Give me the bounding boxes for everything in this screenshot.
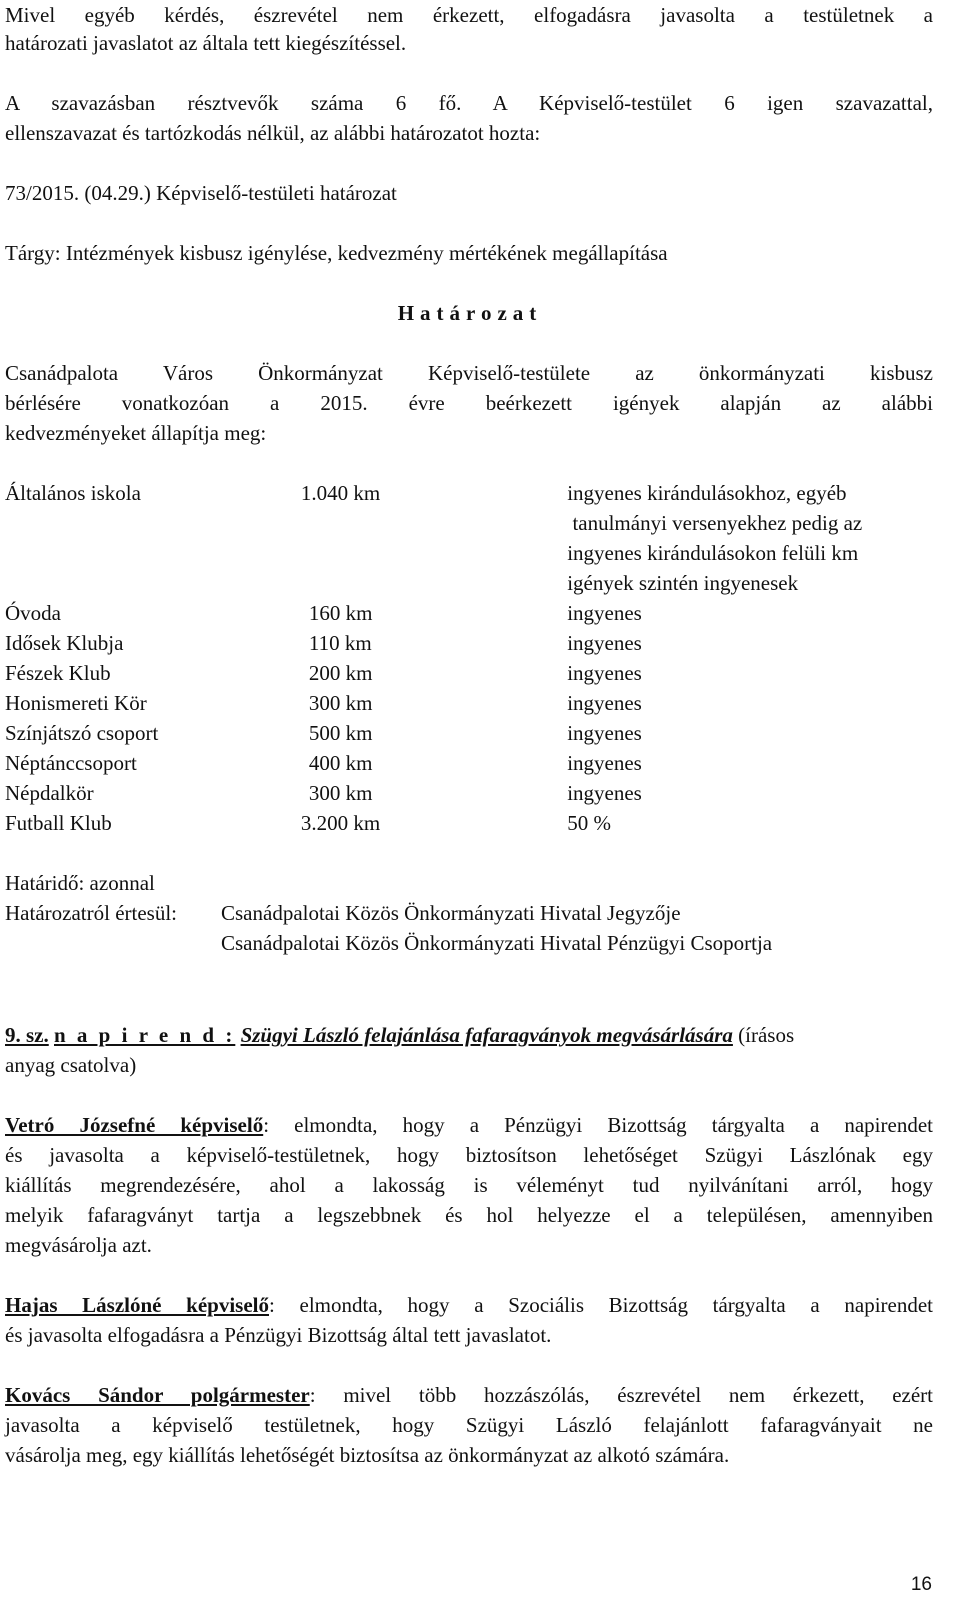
discount-cell [567,718,935,748]
allocation-row [5,598,935,628]
speech-1-line-2: és javasolta a képviselő-testületnek, hogy biztosítson lehetőséget Szügyi Lászlónak egy [5,1143,933,1167]
discount-cell [567,628,935,658]
agenda-item-heading [5,1020,794,1050]
discount-line: ingyenes [567,631,642,655]
discount-line: ingyenes [567,781,642,805]
intro-paragraph-1-line-1: Mivel egyéb kérdés, észrevétel nem érkezett, elfogadásra javasolta a testületnek a [5,3,933,27]
institution-name: Óvoda [5,601,61,625]
discount-line: ingyenes [567,661,642,685]
discount-line: ingyenes kirándulásokon felüli km [567,541,859,565]
speech-1-line-3: kiállítás megrendezésére, ahol a lakosság is véleményt tud nyilvánítani arról, hogy [5,1173,933,1197]
discount-line: ingyenes [567,721,642,745]
notify-recipient-2: Csanádpalotai Közös Önkormányzati Hivatal Pénzügyi Csoportja [221,931,773,955]
discount-cell [567,658,935,688]
allocation-row [5,718,935,748]
discount-line: ingyenes [567,601,642,625]
distance-km: 500 km [308,721,373,745]
institution-name: Futball Klub [5,811,112,835]
institution-name: Fészek Klub [5,661,111,685]
notify-label: Határozatról értesül: [5,901,177,925]
allocation-row [5,658,935,688]
distance-km: 200 km [308,661,373,685]
decision-line-2: bérlésére vonatkozóan a 2015. évre beérkezett igények alapján az alábbi [5,391,933,415]
page-number: 16 [910,1574,932,1595]
institution-name: Idősek Klubja [5,631,124,655]
distance-km: 400 km [308,751,373,775]
resolution-number: 73/2015. (04.29.) Képviselő-testületi határozat [5,181,397,205]
discount-line: igények szintén ingyenesek [567,571,799,595]
agenda-note-b: anyag csatolva) [5,1053,137,1077]
decision-line-1: Csanádpalota Város Önkormányzat Képviselő-testülete az önkormányzati kisbusz [5,361,933,385]
speech-1-text-1: : elmondta, hogy a Pénzügyi Bizottság tárgyalta a napirendet [263,1113,933,1137]
speech-1-line-4: melyik fafaragványt tartja a legszebbnek és hol helyezze el a településen, amennyiben [5,1203,933,1227]
speech-1-line-5: megvásárolja azt. [5,1233,152,1257]
speech-3-line-2: javasolta a képviselő testületnek, hogy Szügyi László felajánlott fafaragványait ne [5,1413,933,1437]
institution-name: Honismereti Kör [5,691,147,715]
discount-cell [567,688,935,718]
allocation-table [5,478,935,838]
agenda-title: Szügyi László felajánlása fafaragványok megvásárlására [240,1023,733,1047]
intro-paragraph-2-line-2: ellenszavazat és tartózkodás nélkül, az alábbi határozatot hozta: [5,121,541,145]
speaker-kovacs: Kovács Sándor polgármester [5,1383,310,1407]
discount-line: tanulmányi versenyekhez pedig az [567,511,863,535]
decision-heading: Határozat [397,301,543,325]
agenda-number: 9. sz. [5,1023,49,1047]
decision-line-3: kedvezményeket állapítja meg: [5,421,267,445]
agenda-word: n a p i r e n d : [54,1023,236,1047]
agenda-note-a: (írásos [738,1023,795,1047]
allocation-row [5,748,935,778]
speaker-hajas: Hajas Lászlóné képviselő [5,1293,269,1317]
discount-cell [567,778,935,808]
institution-name: Általános iskola [5,481,141,505]
distance-km: 300 km [308,691,373,715]
discount-line: 50 % [567,811,611,835]
speech-3-line-3: vásárolja meg, egy kiállítás lehetőségét biztosítsa az önkormányzat az alkotó számára. [5,1443,730,1467]
discount-cell [567,808,935,838]
allocation-row [5,778,935,808]
institution-name: Színjátszó csoport [5,721,159,745]
resolution-subject: Tárgy: Intézmények kisbusz igénylése, kedvezmény mértékének megállapítása [5,241,668,265]
speaker-vetro: Vetró Józsefné képviselő [5,1113,264,1137]
speech-3-text-1: : mivel több hozzászólás, észrevétel nem érkezett, ezért [309,1383,934,1407]
speech-2-line-2: és javasolta elfogadásra a Pénzügyi Bizottság által tett javaslatot. [5,1323,552,1347]
distance-km: 110 km [308,631,372,655]
notify-recipient-1: Csanádpalotai Közös Önkormányzati Hivatal Jegyzője [221,901,681,925]
distance-km: 160 km [308,601,373,625]
allocation-row [5,688,935,718]
speech-2-text-1: : elmondta, hogy a Szociális Bizottság tárgyalta a napirendet [269,1293,933,1317]
intro-paragraph-1-line-2: határozati javaslatot az általa tett kiegészítéssel. [5,31,407,55]
deadline: Határidő: azonnal [5,871,155,895]
discount-line: ingyenes kirándulásokhoz, egyéb [567,481,847,505]
discount-cell [567,748,935,778]
discount-line: ingyenes [567,751,642,775]
distance-km: 1.040 km [300,481,381,505]
discount-line: ingyenes [567,691,642,715]
allocation-row [5,808,935,838]
institution-name: Népdalkör [5,781,94,805]
discount-cell [567,598,935,628]
allocation-row [5,478,935,598]
institution-name: Néptánccsoport [5,751,137,775]
allocation-row [5,628,935,658]
distance-km: 3.200 km [300,811,381,835]
discount-cell [567,478,935,598]
intro-paragraph-2-line-1: A szavazásban résztvevők száma 6 fő. A Képviselő-testület 6 igen szavazattal, [5,91,933,115]
distance-km: 300 km [308,781,373,805]
